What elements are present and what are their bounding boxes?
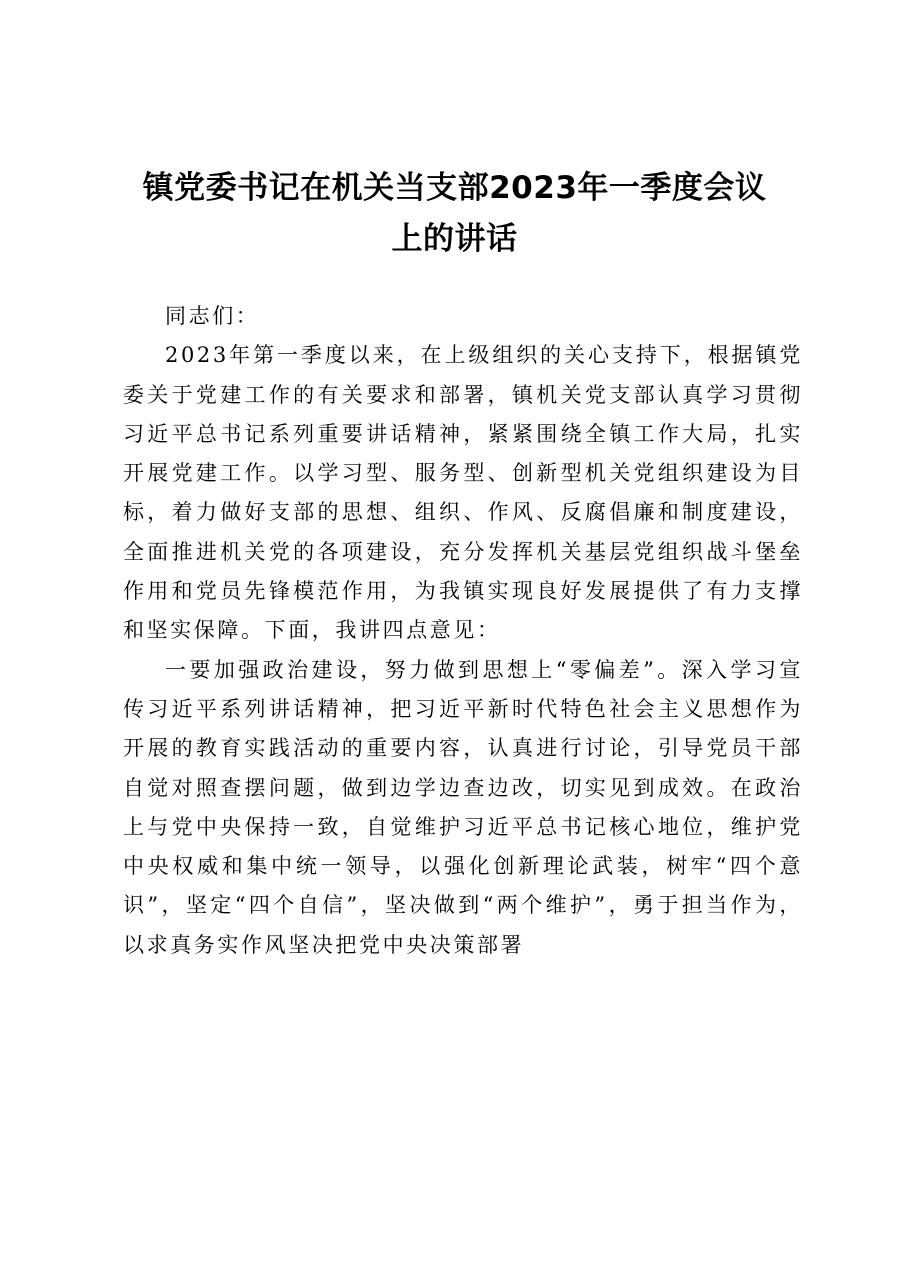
- document-title: [100, 163, 809, 265]
- salutation: 同志们：: [165, 304, 260, 328]
- title-line-1: 镇党委书记在机关当支部2023年一季度会议: [142, 170, 767, 206]
- paragraph-intro: 2023年第一季度以来，在上级组织的关心支持下，根据镇党委关于党建工作的有关要求和部署，镇机关党支部认真学习贯彻习近平总书记系列重要讲话精神，紧紧围绕全镇工作大局，扎实开展党建工作。以学习型、服务型、创新型机关党组织建设为目标，着力做好支部的思想、组织、作风、反腐倡廉和制度建设，全面推进机关党的各项建设，充分发挥机关基层党组织战斗堡垒作用和党员先锋模范作用，为我镇实现良好发展提供了有力支撑和坚实保障。下面，我讲四点意见：: [123, 343, 803, 643]
- paragraph-point-one: 一要加强政治建设，努力做到思想上“零偏差”。深入学习宣传习近平系列讲话精神，把习近平新时代特色社会主义思想作为开展的教育实践活动的重要内容，认真进行讨论，引导党员干部自觉对照查摆问题，做到边学边查边改，切实见到成效。在政治上与党中央保持一致，自觉维护习近平总书记核心地位，维护党中央权威和集中统一领导，以强化创新理论武装，树牢“四个意识”，坚定“四个自信”，坚决做到“两个维护”，勇于担当作为，以求真务实作风坚决把党中央决策部署: [123, 657, 803, 957]
- title-line-2: 上的讲话: [391, 221, 518, 257]
- document-body: [123, 297, 803, 965]
